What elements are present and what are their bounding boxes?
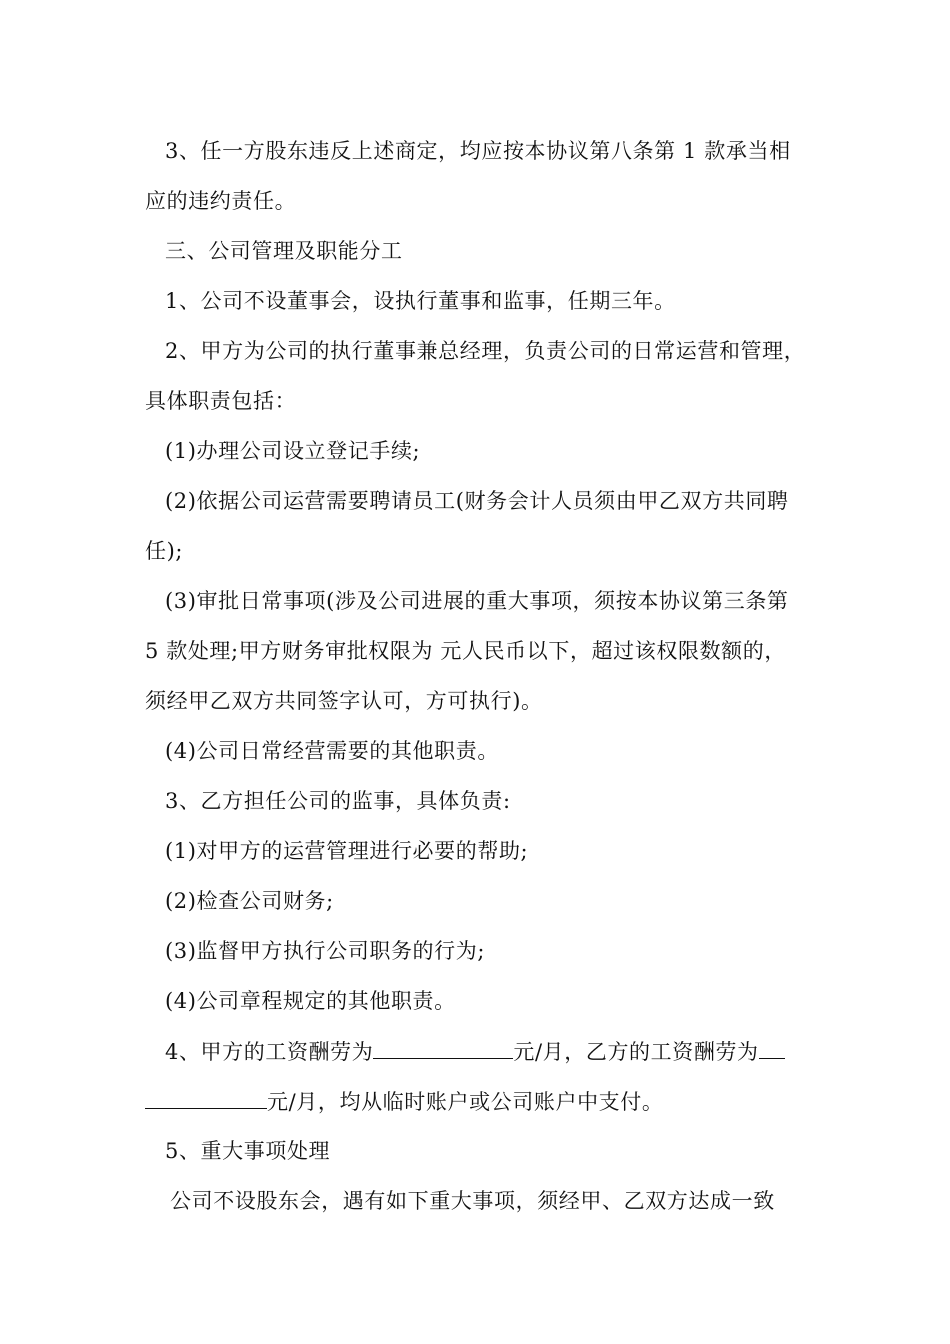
paragraph-line: 2、甲方为公司的执行董事兼总经理，负责公司的日常运营和管理， xyxy=(165,339,806,363)
paragraph-line: 具体职责包括： xyxy=(145,389,297,413)
salary-text-c: 元/月，均从临时账户或公司账户中支付。 xyxy=(267,1090,664,1114)
list-item: (2)检查公司财务; xyxy=(165,889,334,913)
salary-blank-b-start xyxy=(759,1036,785,1059)
list-item-continuation: 5 款处理;甲方财务审批权限为 元人民币以下，超过该权限数额的， xyxy=(145,639,786,663)
paragraph-line: 公司不设股东会，遇有如下重大事项，须经甲、乙双方达成一致 xyxy=(170,1189,775,1213)
list-item-continuation: 须经甲乙双方共同签字认可，方可执行)。 xyxy=(145,689,543,713)
section-heading: 三、公司管理及职能分工 xyxy=(165,239,403,263)
salary-text-a: 4、甲方的工资酬劳为 xyxy=(165,1040,374,1064)
list-item: (4)公司章程规定的其他职责。 xyxy=(165,989,456,1013)
paragraph-line: 5、重大事项处理 xyxy=(165,1139,331,1163)
salary-blank-b-end xyxy=(145,1086,267,1109)
list-item: (2)依据公司运营需要聘请员工(财务会计人员须由甲乙双方共同聘 xyxy=(165,489,789,513)
paragraph-line: 1、公司不设董事会，设执行董事和监事，任期三年。 xyxy=(165,289,676,313)
salary-blank-a xyxy=(373,1036,513,1059)
list-item: (4)公司日常经营需要的其他职责。 xyxy=(165,739,499,763)
list-item-continuation: 任); xyxy=(145,539,184,563)
paragraph-line: 3、乙方担任公司的监事，具体负责: xyxy=(165,789,511,813)
salary-line xyxy=(165,1036,785,1067)
paragraph-line: 应的违约责任。 xyxy=(145,189,297,213)
list-item: (3)监督甲方执行公司职务的行为; xyxy=(165,939,486,963)
list-item: (1)办理公司设立登记手续; xyxy=(165,439,421,463)
salary-text-b: 元/月，乙方的工资酬劳为 xyxy=(513,1040,759,1064)
paragraph-line: 3、任一方股东违反上述商定，均应按本协议第八条第 1 款承当相 xyxy=(165,139,791,163)
list-item: (1)对甲方的运营管理进行必要的帮助; xyxy=(165,839,529,863)
salary-line-continuation xyxy=(145,1086,663,1117)
list-item: (3)审批日常事项(涉及公司进展的重大事项，须按本协议第三条第 xyxy=(165,589,789,613)
